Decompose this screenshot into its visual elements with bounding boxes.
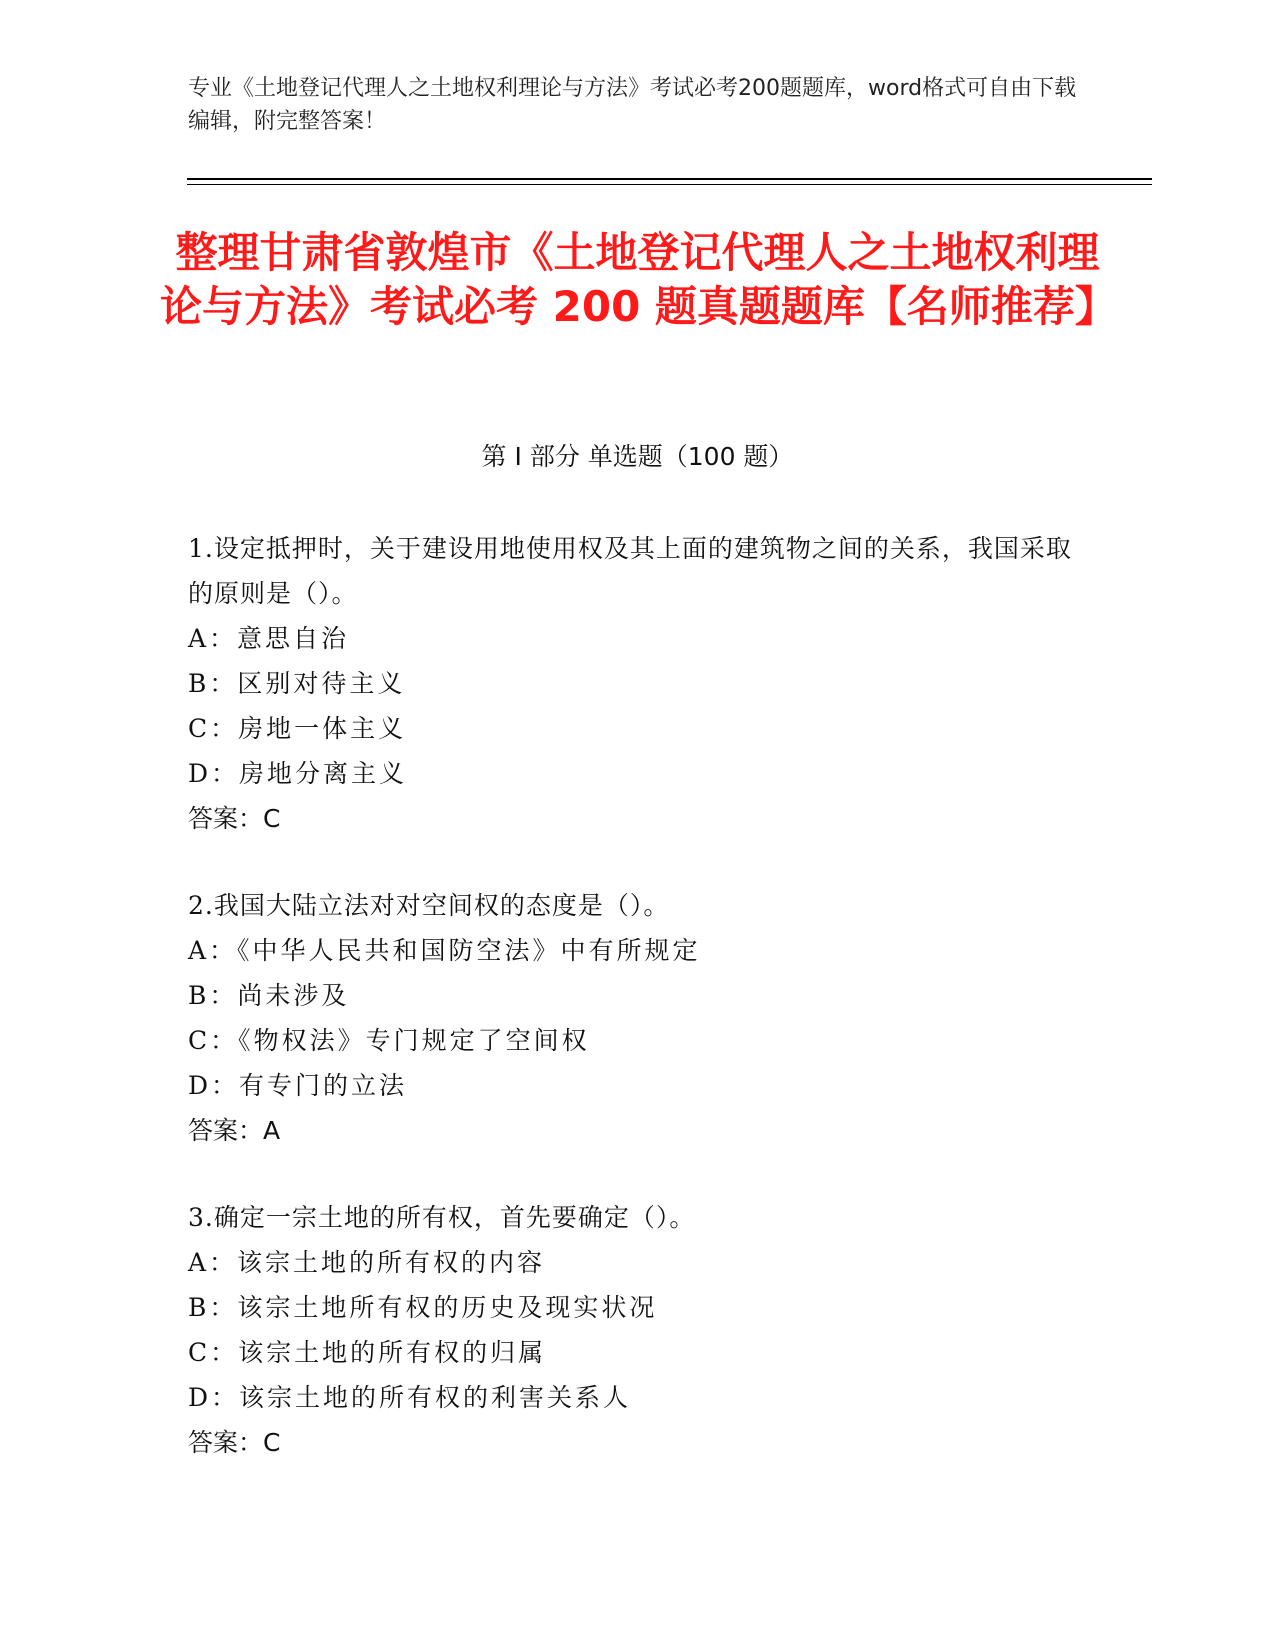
option-c: C：该宗土地的所有权的归属 bbox=[188, 1338, 547, 1367]
question-stem: 2.我国大陆立法对对空间权的态度是（）。 bbox=[188, 891, 670, 920]
question-list bbox=[188, 526, 1088, 1507]
question-1 bbox=[188, 526, 1088, 841]
option-d: D：有专门的立法 bbox=[188, 1071, 408, 1100]
option-d: D：房地分离主义 bbox=[188, 759, 408, 788]
answer: 答案：C bbox=[188, 1428, 281, 1457]
question-2 bbox=[188, 883, 1088, 1153]
answer: 答案：C bbox=[188, 804, 281, 833]
option-a: A：意思自治 bbox=[188, 624, 350, 653]
option-a: A：该宗土地的所有权的内容 bbox=[188, 1248, 546, 1277]
option-b: B：尚未涉及 bbox=[188, 981, 350, 1010]
header-divider-thin bbox=[187, 184, 1152, 185]
option-b: B：该宗土地所有权的历史及现实状况 bbox=[188, 1293, 658, 1322]
option-d: D：该宗土地的所有权的利害关系人 bbox=[188, 1383, 632, 1412]
option-b: B：区别对待主义 bbox=[188, 669, 406, 698]
header-note: 专业《土地登记代理人之土地权利理论与方法》考试必考200题题库，word格式可自由下载编辑，附完整答案！ bbox=[188, 76, 1077, 134]
option-a: A：《中华人民共和国防空法》中有所规定 bbox=[188, 936, 701, 965]
section-title: 第 I 部分 单选题（100 题） bbox=[481, 442, 794, 471]
question-stem: 3.确定一宗土地的所有权，首先要确定（）。 bbox=[188, 1203, 696, 1232]
option-c: C：房地一体主义 bbox=[188, 714, 407, 743]
question-stem: 1.设定抵押时，关于建设用地使用权及其上面的建筑物之间的关系，我国采取的原则是（）。 bbox=[188, 534, 1072, 608]
question-3 bbox=[188, 1195, 1088, 1465]
option-c: C：《物权法》专门规定了空间权 bbox=[188, 1026, 590, 1055]
header-divider-thick bbox=[187, 178, 1152, 180]
answer: 答案：A bbox=[188, 1116, 281, 1145]
document-title: 整理甘肃省敦煌市《土地登记代理人之土地权利理论与方法》考试必考 200 题真题题库【名师推荐】 bbox=[160, 228, 1117, 331]
